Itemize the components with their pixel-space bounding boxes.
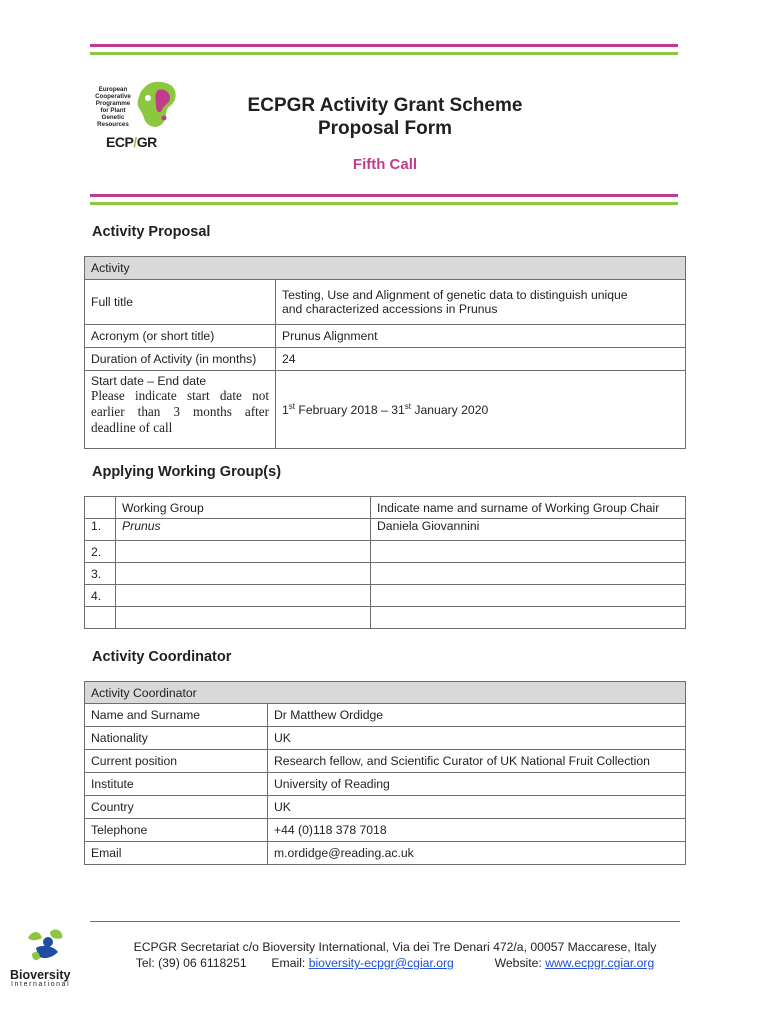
coordinator-telephone: +44 (0)118 378 7018 (268, 819, 686, 842)
working-groups-table (84, 496, 686, 629)
footer-divider (90, 921, 680, 922)
table-row: 1. Prunus Daniela Giovannini (85, 519, 686, 541)
acronym-label: Acronym (or short title) (85, 325, 276, 348)
bioversity-logo (8, 928, 84, 988)
coordinator-institute: University of Reading (268, 773, 686, 796)
working-groups-heading: Applying Working Group(s) (92, 464, 282, 480)
coordinator-table (84, 681, 686, 865)
table-row: Country UK (85, 796, 686, 819)
table-row: Name and Surname Dr Matthew Ordidge (85, 704, 686, 727)
page-title: ECPGR Activity Grant Scheme Proposal Form (247, 95, 523, 139)
top-rule-green (90, 52, 678, 55)
dates-label: Start date – End date (91, 374, 207, 388)
footer-email-link[interactable]: bioversity-ecpgr@cgiar.org (308, 956, 454, 970)
coordinator-country: UK (268, 796, 686, 819)
ecpgr-wordmark: ECP/GR (106, 134, 157, 150)
table-row: Telephone +44 (0)118 378 7018 (85, 819, 686, 842)
col-chair: Indicate name and surname of Working Group Chair (371, 497, 686, 519)
activity-proposal-heading: Activity Proposal (92, 224, 211, 240)
working-group-name: Prunus (116, 519, 371, 541)
table-row: 2. (85, 541, 686, 563)
call-subtitle: Fifth Call (352, 156, 418, 173)
full-title-value: Testing, Use and Alignment of genetic data to distinguish unique and characterized accessions in Prunus (276, 280, 686, 325)
coordinator-table-header: Activity Coordinator (85, 682, 686, 704)
table-row: 3. (85, 563, 686, 585)
bioversity-leaf-icon (22, 928, 68, 970)
table-row (85, 280, 686, 325)
dates-value: 1st February 2018 – 31st January 2020 (276, 371, 686, 449)
top-rule-magenta (90, 44, 678, 47)
bioversity-subtitle: International (11, 981, 71, 988)
coordinator-email: m.ordidge@reading.ac.uk (268, 842, 686, 865)
table-row (85, 325, 686, 348)
duration-label: Duration of Activity (in months) (85, 348, 276, 371)
activity-table (84, 256, 686, 449)
table-row (85, 371, 686, 449)
table-row: Nationality UK (85, 727, 686, 750)
coordinator-position: Research fellow, and Scientific Curator of UK National Fruit Collection (268, 750, 686, 773)
coordinator-heading: Activity Coordinator (92, 649, 232, 665)
table-row: Institute University of Reading (85, 773, 686, 796)
full-title-label: Full title (85, 280, 276, 325)
ecpgr-logo-text: European Cooperative Programme for Plant Genetic Resources (95, 86, 131, 128)
acronym-value: Prunus Alignment (276, 325, 686, 348)
ecpgr-logo (88, 80, 188, 152)
table-row (85, 497, 686, 519)
table-row: Email m.ordidge@reading.ac.uk (85, 842, 686, 865)
duration-value: 24 (276, 348, 686, 371)
bioversity-wordmark: Bioversity (10, 968, 71, 982)
col-working-group: Working Group (116, 497, 371, 519)
europe-map-icon (134, 80, 178, 132)
dates-label-cell (85, 371, 276, 449)
table-row: Current position Research fellow, and Scientific Curator of UK National Fruit Collection (85, 750, 686, 773)
coordinator-nationality: UK (268, 727, 686, 750)
coordinator-name: Dr Matthew Ordidge (268, 704, 686, 727)
footer-website-link[interactable]: www.ecpgr.cgiar.org (545, 956, 655, 970)
table-row (85, 607, 686, 629)
table-row: 4. (85, 585, 686, 607)
mid-rule-green (90, 202, 678, 205)
activity-table-header: Activity (85, 257, 686, 280)
chair-name: Daniela Giovannini (371, 519, 686, 541)
table-row (85, 348, 686, 371)
mid-rule-magenta (90, 194, 678, 197)
footer (95, 939, 695, 971)
footer-contact: Tel: (39) 06 6118251 Email: bioversity-ecpgr@cgiar.org Website: www.ecpgr.cgiar.org (135, 956, 655, 970)
footer-address: ECPGR Secretariat c/o Bioversity International, Via dei Tre Denari 472/a, 00057 Maccarese, Italy (133, 940, 657, 954)
dates-note: Please indicate start date not earlier than 3 months after deadline of call (91, 388, 269, 435)
